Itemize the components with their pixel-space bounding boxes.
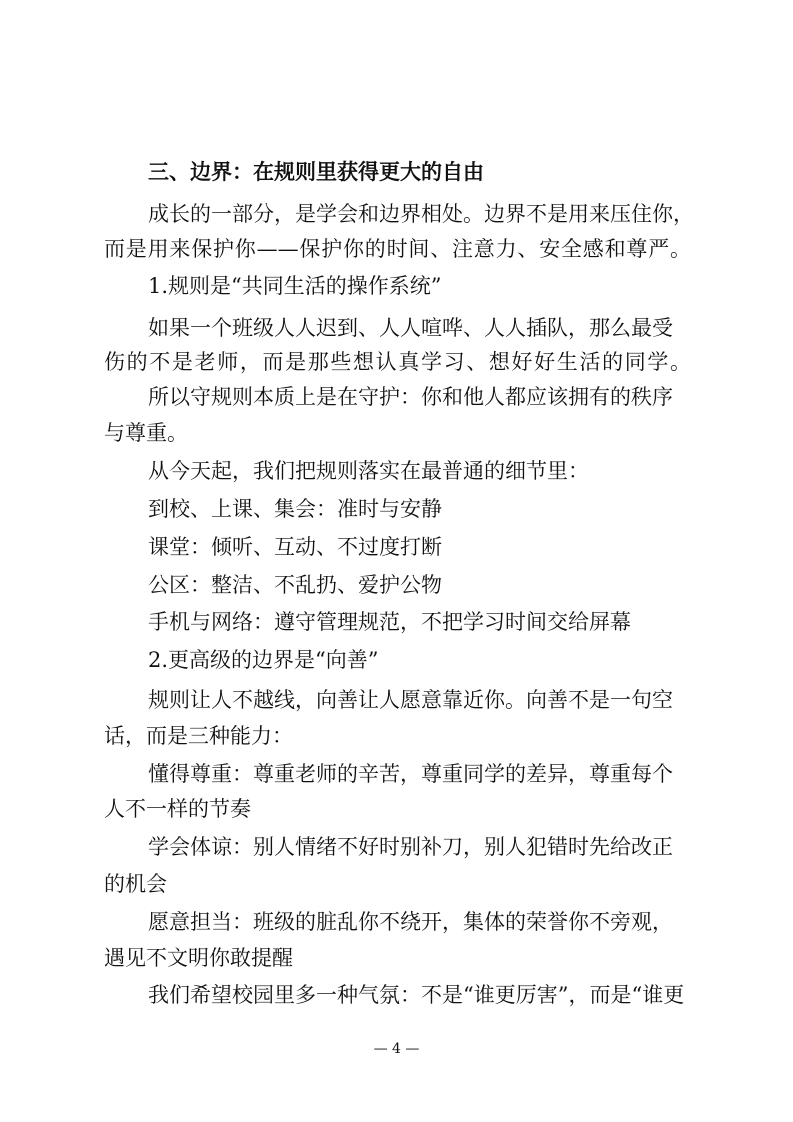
paragraph-line: 的机会 bbox=[104, 872, 167, 896]
paragraph-line: 学会体谅：别人情绪不好时别补刀，别人犯错时先给改正 bbox=[148, 835, 673, 859]
paragraph-line: 愿意担当：班级的脏乱你不绕开，集体的荣誉你不旁观， bbox=[148, 910, 673, 934]
list-item: 到校、上课、集会：准时与安静 bbox=[148, 497, 442, 521]
paragraph-line: 如果一个班级人人迟到、人人喧哗、人人插队，那么最受 bbox=[148, 316, 673, 340]
paragraph-line: 而是用来保护你——保护你的时间、注意力、安全感和尊严。 bbox=[104, 237, 691, 261]
paragraph-line: 话，而是三种能力： bbox=[104, 724, 293, 748]
page-number: — 4 — bbox=[373, 1041, 420, 1057]
list-item: 手机与网络：遵守管理规范，不把学习时间交给屏幕 bbox=[148, 610, 631, 634]
list-item: 公区：整洁、不乱扔、爱护公物 bbox=[148, 573, 442, 597]
paragraph-line: 与尊重。 bbox=[104, 421, 188, 445]
paragraph-line: 伤的不是老师，而是那些想认真学习、想好好生活的同学。 bbox=[104, 350, 691, 374]
subheading: 1.规则是“共同生活的操作系统” bbox=[148, 274, 442, 298]
paragraph-line: 成长的一部分，是学会和边界相处。边界不是用来压住你， bbox=[148, 202, 694, 226]
paragraph-line: 人不一样的节奏 bbox=[104, 797, 251, 821]
paragraph-line: 我们希望校园里多一种气氛：不是“谁更厉害”，而是“谁更 bbox=[148, 983, 685, 1007]
paragraph-line: 规则让人不越线，向善让人愿意靠近你。向善不是一句空 bbox=[148, 688, 673, 712]
paragraph-line: 懂得尊重：尊重老师的辛苦，尊重同学的差异，尊重每个 bbox=[148, 762, 673, 786]
paragraph-line: 遇见不文明你敢提醒 bbox=[104, 946, 293, 970]
paragraph-line: 所以守规则本质上是在守护：你和他人都应该拥有的秩序 bbox=[148, 385, 673, 409]
paragraph-line: 从今天起，我们把规则落实在最普通的细节里： bbox=[148, 459, 589, 483]
subheading: 2.更高级的边界是“向善” bbox=[148, 648, 379, 672]
section-heading: 三、边界：在规则里获得更大的自由 bbox=[148, 159, 484, 184]
list-item: 课堂：倾听、互动、不过度打断 bbox=[148, 535, 442, 559]
